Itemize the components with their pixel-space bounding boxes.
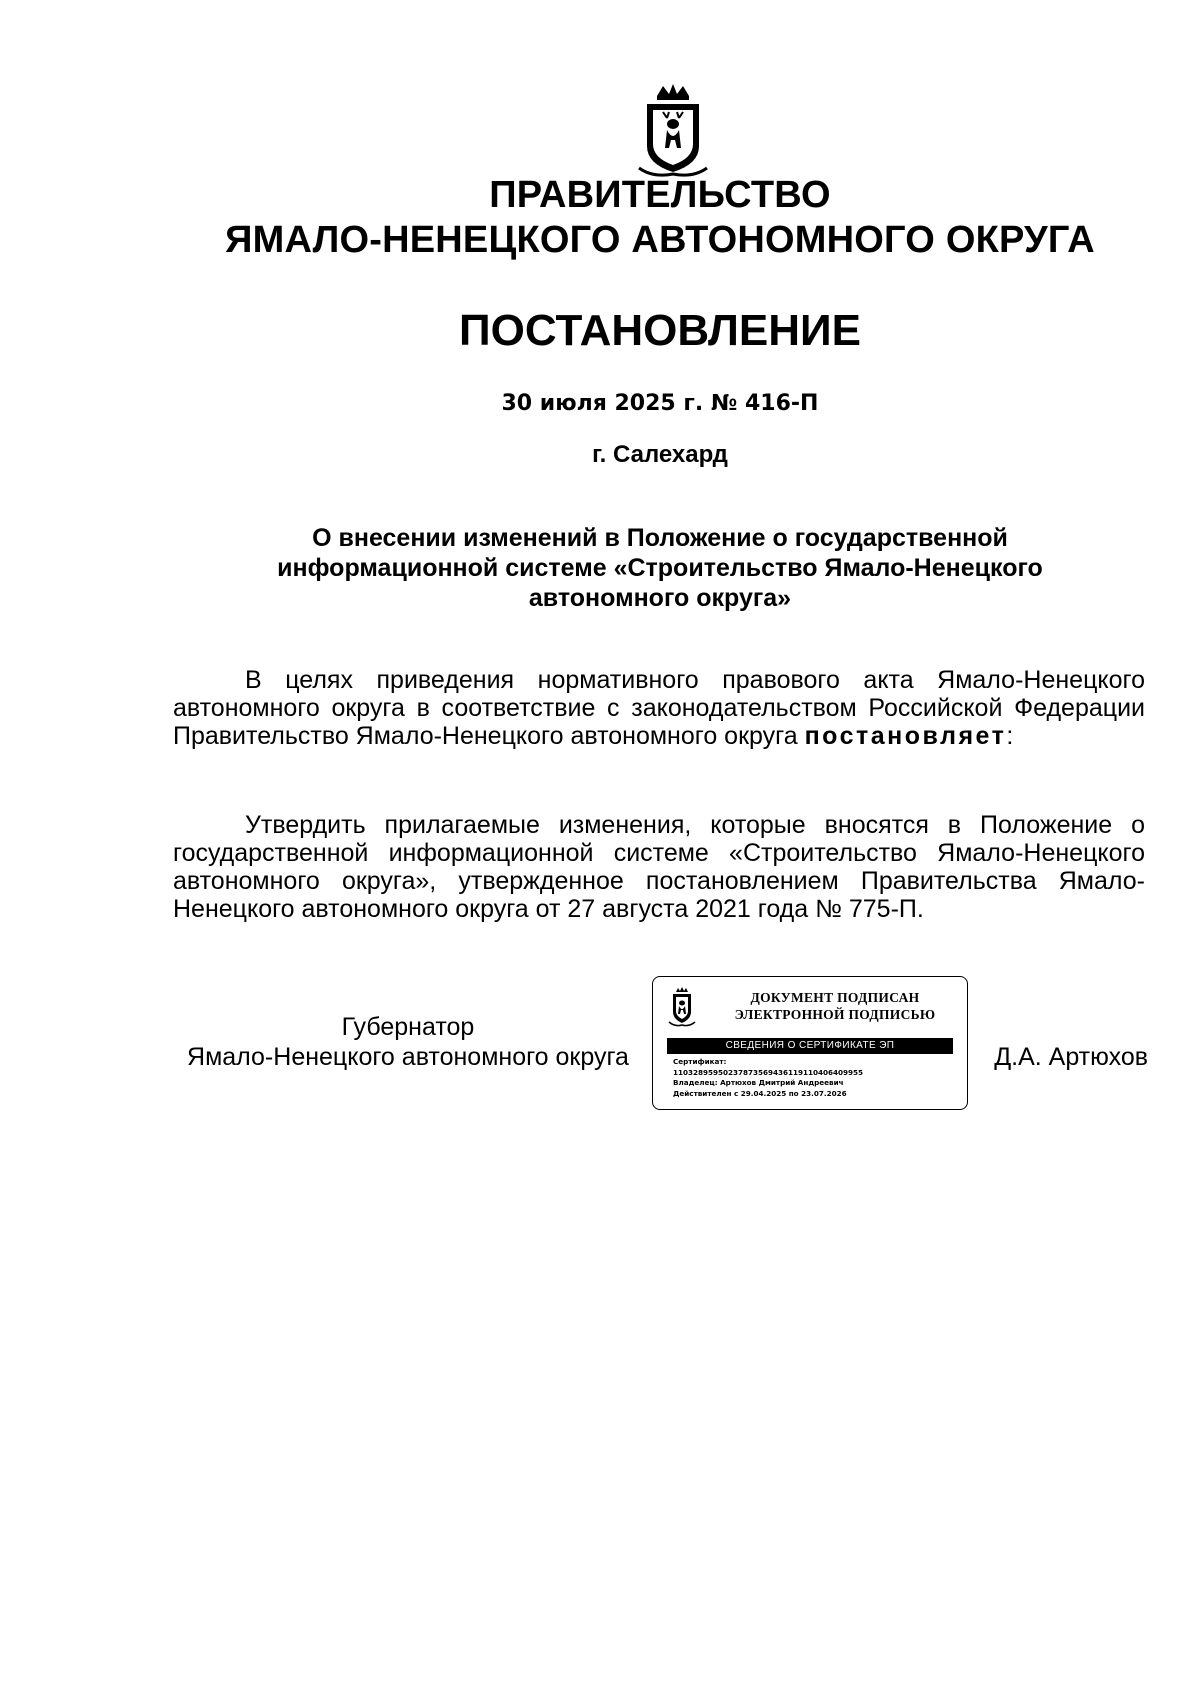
- electronic-signature-stamp: [652, 976, 968, 1110]
- stamp-heading-line-2: ЭЛЕКТРОННОЙ ПОДПИСЬЮ: [734, 1007, 936, 1022]
- signer-name: Д.А. Артюхов: [994, 1043, 1148, 1071]
- stamp-heading: [715, 989, 955, 1023]
- date-and-number: 30 июля 2025 г. № 416-П: [501, 391, 819, 416]
- document-subject: [240, 523, 1080, 613]
- certificate-label: Сертификат:: [673, 1057, 727, 1066]
- certificate-validity: Действителен с 29.04.2025 по 23.07.2026: [673, 1088, 847, 1098]
- document-type: ПОСТАНОВЛЕНИЕ: [458, 306, 862, 355]
- preamble-text: В целях приведения нормативного правового акта Ямало-Ненецкого автономного округа в соответствие с законодательством Российской Федерации Правительство Ямало-Ненецкого автономного округа: [173, 666, 1145, 750]
- decree-paragraph: Утвердить прилагаемые изменения, которые вносятся в Положение о государственной информационной системе «Строительство Ямало-Ненецкого автономного округа», утвержденное постановлением Правительства Ямало-Ненецкого автономного округа от 27 августа 2021 года № 775-П.: [173, 811, 1145, 923]
- decree-keyword: постановляет: [804, 722, 1007, 750]
- preamble-end: :: [1006, 722, 1014, 750]
- subject-line-2: информационной системе «Строительство Ямало-Ненецкого: [277, 554, 1043, 582]
- signer-title: [173, 1012, 643, 1072]
- issuer-line-1: ПРАВИТЕЛЬСТВО: [489, 174, 831, 216]
- certificate-details: [673, 1057, 963, 1099]
- preamble-paragraph: [173, 666, 1145, 750]
- subject-line-3: автономного округа»: [528, 584, 792, 612]
- coat-of-arms-icon: [667, 987, 697, 1027]
- signer-title-line-2: Ямало-Ненецкого автономного округа: [187, 1043, 629, 1071]
- coat-of-arms-icon: [633, 82, 713, 180]
- subject-line-1: О внесении изменений в Положение о государственной: [312, 524, 1008, 552]
- signer-title-line-1: Губернатор: [341, 1013, 475, 1041]
- certificate-number: 11032895950237873569436119110406409955: [673, 1067, 864, 1077]
- stamp-heading-line-1: ДОКУМЕНТ ПОДПИСАН: [750, 990, 920, 1005]
- city: г. Салехард: [592, 441, 728, 468]
- certificate-owner: Владелец: Артюхов Дмитрий Андреевич: [673, 1078, 844, 1087]
- certificate-info-bar: СВЕДЕНИЯ О СЕРТИФИКАТЕ ЭП: [667, 1038, 953, 1054]
- issuer-line-2: ЯМАЛО-НЕНЕЦКОГО АВТОНОМНОГО ОКРУГА: [225, 219, 1095, 261]
